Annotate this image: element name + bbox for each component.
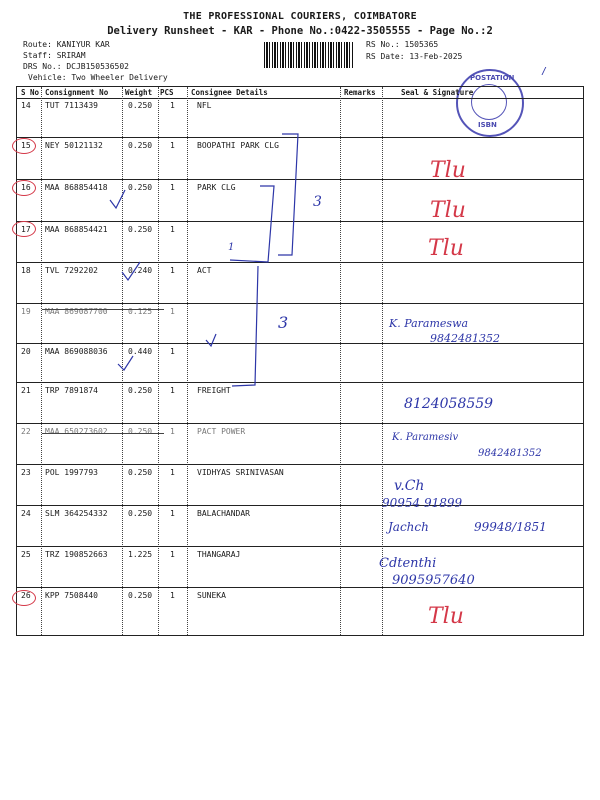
row-consignment: MAA 650273602 — [45, 427, 108, 436]
row-weight: 0.250 — [128, 468, 153, 477]
pen-count-3: 3 — [313, 194, 322, 210]
row-consignment: KPP 7508440 — [45, 591, 98, 600]
row-weight: 0.250 — [128, 591, 153, 600]
signature-row15: Tlu — [430, 158, 466, 183]
row-consignment: TVL 7292202 — [45, 266, 98, 275]
receiver-phone-row23: 90954 91899 — [382, 496, 463, 510]
col-pcs: PCS — [160, 88, 174, 97]
row-sno: 15 — [21, 141, 31, 150]
col-sno: S No — [21, 88, 40, 97]
row-weight: 0.250 — [128, 101, 153, 110]
row-pcs: 1 — [170, 225, 175, 234]
row-consignment: MAA 869087700 — [45, 307, 108, 316]
row-consignee: BOOPATHI PARK CLG — [197, 141, 279, 150]
row-pcs: 1 — [170, 468, 175, 477]
row-consignee: PACT POWER — [197, 427, 246, 436]
row-weight: 0.250 — [128, 427, 153, 436]
row-pcs: 1 — [170, 141, 175, 150]
signature-row24: Jachch — [388, 520, 429, 534]
row-consignment: NEY 50121132 — [45, 141, 103, 150]
receiver-name-row22: K. Paramesiv — [392, 432, 459, 443]
row-sno: 21 — [21, 386, 31, 395]
row-pcs: 1 — [170, 591, 175, 600]
row-pcs: 1 — [170, 307, 175, 316]
row-weight: 1.225 — [128, 550, 153, 559]
pen-mark: / — [541, 66, 548, 77]
receiver-phone-row25: 9095957640 — [392, 573, 475, 588]
pen-count-3: 3 — [278, 313, 289, 332]
company-title: THE PROFESSIONAL COURIERS, COIMBATORE — [183, 11, 417, 22]
signature-row17: Tlu — [428, 236, 464, 261]
row-consignee: BALACHANDAR — [197, 509, 250, 518]
signature-row25: Cdtenthi — [379, 556, 437, 571]
col-consignee: Consignee Details — [191, 88, 268, 97]
row-consignee: FREIGHT — [197, 386, 231, 395]
col-weight: Weight — [125, 88, 153, 97]
row-consignee: SUNEKA — [197, 591, 226, 600]
row-weight: 0.125 — [128, 307, 153, 316]
pen-tick-mark: 1 — [228, 242, 235, 253]
route-text: Route: KANIYUR KAR — [23, 40, 110, 49]
row-consignment: MAA 868854421 — [45, 225, 108, 234]
rs-number: RS No.: 1505365 — [366, 40, 439, 49]
row-consignment: MAA 868854418 — [45, 183, 108, 192]
row-pcs: 1 — [170, 427, 175, 436]
row-pcs: 1 — [170, 386, 175, 395]
col-remarks: Remarks — [344, 88, 376, 97]
row-pcs: 1 — [170, 347, 175, 356]
receiver-name-row19: K. Parameswa — [389, 317, 469, 330]
row-weight: 0.440 — [128, 347, 153, 356]
row-weight: 0.240 — [128, 266, 153, 275]
row-sno: 22 — [21, 427, 31, 436]
row-consignee: VIDHYAS SRINIVASAN — [197, 468, 284, 477]
row-pcs: 1 — [170, 183, 175, 192]
row-consignment: TRP 7891874 — [45, 386, 98, 395]
col-consignment: Consignment No — [45, 88, 109, 97]
signature-row26: Tlu — [428, 604, 464, 629]
receiver-phone-row19: 9842481352 — [430, 332, 500, 345]
row-weight: 0.250 — [128, 386, 153, 395]
vehicle-text: Vehicle: Two Wheeler Delivery — [28, 73, 168, 82]
row-weight: 0.250 — [128, 225, 153, 234]
row-consignment: TRZ 190852663 — [45, 550, 108, 559]
receiver-phone-row22: 9842481352 — [478, 448, 542, 459]
runsheet-subtitle: Delivery Runsheet - KAR - Phone No.:0422-3505555 - Page No.:2 — [107, 25, 493, 37]
row-sno: 14 — [21, 101, 31, 110]
row-consignment: SLM 364254332 — [45, 509, 108, 518]
signature-row16: Tlu — [430, 198, 466, 223]
row-sno: 23 — [21, 468, 31, 477]
row-pcs: 1 — [170, 550, 175, 559]
row-sno: 24 — [21, 509, 31, 518]
row-pcs: 1 — [170, 101, 175, 110]
row-weight: 0.250 — [128, 509, 153, 518]
row-consignee: ACT — [197, 266, 212, 275]
row-consignment: MAA 869088036 — [45, 347, 108, 356]
office-seal-stamp: POSTATION ISBN — [456, 69, 524, 137]
staff-text: Staff: SRIRAM — [23, 51, 86, 60]
row-consignment: TUT 7113439 — [45, 101, 98, 110]
row-weight: 0.250 — [128, 183, 153, 192]
drs-number: DRS No.: DCJB150536502 — [23, 62, 129, 71]
row-sno: 26 — [21, 591, 31, 600]
receiver-phone-row21: 8124058559 — [404, 396, 494, 412]
row-sno: 17 — [21, 225, 31, 234]
row-weight: 0.250 — [128, 141, 153, 150]
row-consignee: THANGARAJ — [197, 550, 241, 559]
receiver-phone-row24: 99948/1851 — [474, 520, 547, 534]
row-consignee: PARK CLG — [197, 183, 236, 192]
row-sno: 25 — [21, 550, 31, 559]
row-sno: 18 — [21, 266, 31, 275]
signature-row23: v.Ch — [394, 478, 425, 494]
row-sno: 20 — [21, 347, 31, 356]
row-sno: 19 — [21, 307, 31, 316]
col-seal-signature: Seal & Signature — [401, 88, 474, 97]
row-pcs: 1 — [170, 509, 175, 518]
row-consignee: NFL — [197, 101, 212, 110]
row-consignment: POL 1997793 — [45, 468, 98, 477]
rs-date: RS Date: 13-Feb-2025 — [366, 52, 463, 61]
row-pcs: 1 — [170, 266, 175, 275]
row-sno: 16 — [21, 183, 31, 192]
